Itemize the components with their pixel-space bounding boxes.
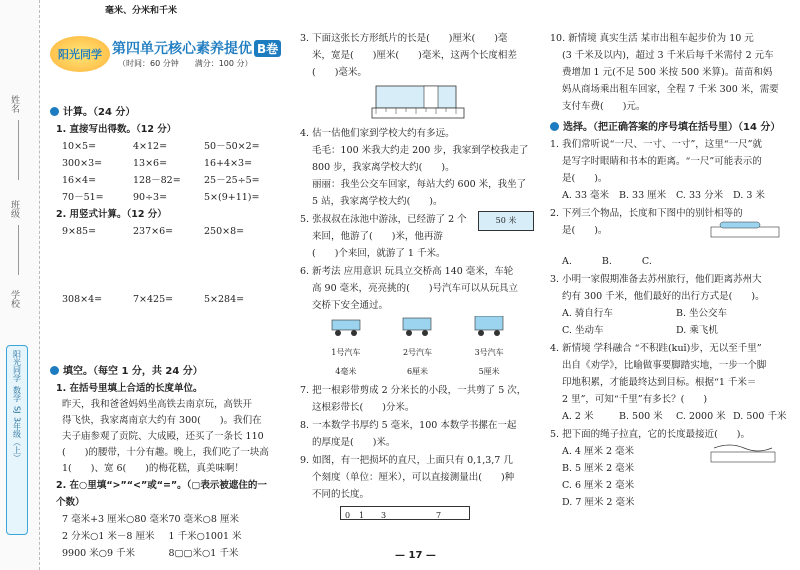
oral-calc-grid	[62, 138, 275, 206]
q8-line: 的厚度是( )米。	[312, 437, 396, 448]
ruler-mark: 0	[345, 511, 351, 520]
q5-line: 5. 张叔叔在泳池中游泳，已经游了 2 个	[300, 214, 467, 225]
question-3	[300, 30, 535, 81]
q4-line: 毛毛：100 米我大约走 200 步，我家到学校我走了	[312, 145, 529, 156]
option: D. 乘飞机	[676, 325, 718, 336]
option: A.	[562, 256, 572, 267]
q4-line: 800 步，我家离学校大约( )。	[312, 162, 455, 173]
c1-line: 是写字时眼睛和书本的距离。“一尺”可能表示的	[562, 156, 762, 167]
c3-line: 约有 300 千米，他们最好的出行方式是( )。	[562, 291, 765, 302]
oral-item: 13×6=	[133, 158, 168, 169]
c4-line: 印地积累，才能最终达到目标。根据“1 千米＝	[562, 377, 757, 388]
class-line	[18, 225, 19, 275]
car-icon	[399, 316, 435, 338]
q6-line: 交桥下安全通过。	[312, 300, 389, 311]
story-line: ( )的腰带，十分有趣。晚上，我们吃了一块高	[62, 447, 269, 458]
oral-calc-title: 1. 直接写出得数。（12 分）	[56, 124, 177, 135]
dim-label: 5厘米	[478, 367, 500, 376]
name-label: 姓名	[9, 95, 19, 113]
c1-line: 是( )。	[562, 173, 608, 184]
class-label: 班级	[9, 200, 19, 218]
question-4	[300, 125, 535, 210]
section-fill-blank	[50, 363, 275, 380]
compare-item: 8▢▢米○1 千米	[168, 548, 239, 559]
pool-label: 50 米	[495, 216, 517, 225]
question-8	[300, 417, 535, 451]
fill-q1: 1. 在括号里填上合适的长度单位。	[56, 383, 203, 394]
q8-line: 8. 一本数学书厚约 5 毫米，100 本数学书摞在一起	[300, 420, 517, 431]
section-fill-blank-title: 填空。（每空 1 分，共 24 分）	[63, 366, 203, 377]
story-line: 1( )、宽 6( )的梅花糕，真美味啊！	[62, 463, 244, 474]
pin-ruler-figure	[710, 221, 780, 239]
volume-badge: B卷	[254, 40, 281, 57]
pool-figure	[478, 211, 534, 231]
option: A. 4 厘米 2 毫米	[562, 446, 635, 457]
compare-item: 9900 米○9 千米	[62, 548, 136, 559]
unit-title-text: 第四单元核心素养提优	[112, 41, 252, 57]
column-middle	[300, 30, 535, 520]
dim-label: 6厘米	[406, 367, 429, 376]
binding-margin	[0, 0, 40, 570]
option: C. 2000 米	[676, 411, 726, 422]
section-dot-icon	[50, 107, 59, 116]
option: A. 骑自行车	[562, 308, 613, 319]
c2-options	[562, 253, 790, 270]
grade-strip-grade: 3年级（上）	[12, 417, 22, 463]
choice-1	[550, 136, 790, 204]
fill-q2: 2. 在○里填“>”“<”或“=”。（▢表示被遮住的一个数）	[56, 480, 267, 508]
ruler-mark: 1	[359, 511, 365, 520]
compare-item: 7 毫米+3 厘米○80 毫米	[62, 514, 169, 525]
option: D. 7 厘米 2 毫米	[562, 497, 635, 508]
paper-ruler-figure	[368, 84, 468, 122]
compare-item: 2 分米○1 米－8 厘米	[62, 531, 155, 542]
c4-options	[562, 408, 790, 425]
oral-item: 90÷3=	[133, 192, 168, 203]
brand-logo: 阳光同学	[50, 36, 110, 72]
section-choice	[550, 119, 790, 136]
column-right	[550, 30, 790, 512]
q9-line: 9. 如图，有一把损坏的直尺，上面只有 0,1,3,7 几	[300, 455, 513, 466]
vertical-item: 308×4=	[62, 294, 103, 305]
car-2	[399, 316, 435, 361]
option: C.	[641, 256, 652, 267]
q6-line: 6. 新考法 应用意识 玩具立交桥高 140 毫米，车轮	[300, 266, 514, 277]
story-line: 得飞快，我家离南京大约有 300( )。我们在	[62, 415, 262, 426]
option: B. 坐公交车	[676, 308, 728, 319]
ruler-mark: 3	[381, 511, 387, 520]
question-7	[300, 382, 535, 416]
c3-line: 3. 小明一家假期准备去苏州旅行，他们距离苏州大	[550, 274, 762, 285]
option: B. 5 厘米 2 毫米	[562, 463, 635, 474]
story-paragraph	[62, 397, 275, 477]
option: A. 2 米	[562, 411, 594, 422]
q3-line: 米，宽是( )厘米( )毫米，这两个长度相差	[312, 50, 517, 61]
c1-options	[562, 187, 790, 204]
compare-item: 70 毫米○8 厘米	[168, 514, 239, 525]
q3-line: ( )毫米。	[312, 67, 367, 78]
oral-item: 70－51=	[62, 192, 104, 203]
c4-line: 2 里”，可知“千里”有多长？( )	[562, 394, 708, 405]
car-3	[471, 316, 507, 361]
oral-item: 300×3=	[62, 158, 103, 169]
vertical-item: 5×284=	[204, 294, 245, 305]
c5-line: 5. 把下面的绳子拉直，它的长度最接近( )。	[550, 429, 750, 440]
q4-line: 4. 估一估他们家到学校大约有多远。	[300, 128, 455, 139]
vertical-calc-title: 2. 用竖式计算。（12 分）	[56, 209, 167, 220]
story-line: 昨天，我和爸爸妈妈坐高铁去南京玩，高铁开	[62, 399, 253, 410]
q4-line: 丽丽：我坐公交车回家，每站大约 600 米，我坐了	[312, 179, 527, 190]
school-label: 学校	[9, 290, 19, 308]
vertical-calc-row-1	[62, 223, 275, 291]
grade-strip	[6, 345, 28, 535]
q5-line: ( )个来回，就游了 1 千米。	[312, 248, 446, 259]
section-choice-title: 选择。（把正确答案的序号填在括号里）（14 分）	[563, 122, 781, 133]
option: D. 3 米	[733, 190, 765, 201]
section-calculation	[50, 104, 275, 121]
story-line: 夫子庙参观了贡院、大成殿，还买了一条长 110	[62, 431, 264, 442]
choice-4	[550, 340, 790, 425]
oral-item: 128－82=	[133, 175, 181, 186]
vertical-item: 250×8=	[204, 226, 245, 237]
q10-line: (3 千米及以内)，超过 3 千米后每千米需付 2 元车	[562, 50, 774, 61]
vertical-item: 9×85=	[62, 226, 97, 237]
unit-title	[112, 38, 281, 58]
choice-5	[550, 426, 790, 511]
car-icon	[328, 316, 364, 338]
section-dot-icon	[50, 366, 59, 375]
q7-line: 7. 把一根彩带剪成 2 分米长的小段，一共剪了 5 次，	[300, 385, 527, 396]
c2-line: 2. 下列三个物品，长度和下图中的别针相等的	[550, 208, 743, 219]
c2-line: 是( )。	[562, 225, 608, 236]
oral-item: 50－50×2=	[204, 141, 260, 152]
car-1	[328, 316, 364, 361]
ribbon-figure	[310, 363, 525, 380]
option: C. 33 分米	[676, 190, 724, 201]
column-left	[50, 100, 275, 562]
q10-line: 妈从商场乘出租车回家，全程 7 千米 300 米，需要	[562, 84, 779, 95]
question-10	[550, 30, 790, 115]
c4-line: 出自《劝学》，比喻做事要脚踏实地，一步一个脚	[562, 360, 767, 371]
q10-line: 支付车费( )元。	[562, 101, 646, 112]
oral-item: 25－25÷5=	[204, 175, 260, 186]
dim-label: 4毫米	[335, 367, 357, 376]
option: A. 33 毫米	[562, 190, 610, 201]
compare-grid	[62, 511, 275, 562]
unit-topic: 毫米、分米和千米	[105, 6, 178, 16]
section-dot-icon	[550, 122, 559, 131]
car-label: 3号汽车	[474, 348, 504, 357]
broken-ruler	[340, 506, 470, 520]
section-calculation-title: 计算。（24 分）	[63, 107, 136, 118]
q10-line: 费增加 1 元(不足 500 米按 500 米算)。苗苗和妈	[562, 67, 773, 78]
option: B. 33 厘米	[619, 190, 667, 201]
oral-item: 10×5=	[62, 141, 97, 152]
q6-line: 高 90 毫米，亮亮挑的( )号汽车可以从玩具立	[312, 283, 519, 294]
choice-2	[550, 205, 790, 270]
car-icon	[471, 316, 507, 338]
name-line	[18, 120, 19, 180]
question-9	[300, 452, 535, 503]
option: B. 500 米	[619, 411, 663, 422]
car-label: 1号汽车	[331, 348, 361, 357]
question-5	[300, 211, 535, 262]
c3-options	[562, 305, 790, 339]
rope-ruler-figure	[710, 442, 776, 464]
vertical-item: 7×425=	[133, 294, 174, 305]
vertical-calc-row-2	[62, 291, 275, 359]
car-label: 2号汽车	[402, 348, 433, 357]
page-number: — 17 —	[395, 550, 436, 561]
c1-line: 1. 我们常听说“一尺、一寸、一寸”，这里“一尺”就	[550, 139, 763, 150]
vertical-item: 237×6=	[133, 226, 174, 237]
q4-line: 5 站，我家离学校大约( )。	[312, 196, 443, 207]
time-score-info: （时间：60 分钟 满分：100 分）	[118, 59, 253, 68]
option: B.	[601, 256, 612, 267]
grade-strip-subject: 数学	[12, 386, 22, 402]
oral-item: 4×12=	[133, 141, 168, 152]
oral-item: 16×4=	[62, 175, 97, 186]
q3-line: 3. 下面这张长方形纸片的长是( )厘米( )毫	[300, 33, 508, 44]
question-6	[300, 263, 535, 314]
q7-line: 这根彩带长( )分米。	[312, 402, 415, 413]
q10-line: 10. 新情境 真实生活 某市出租车起步价为 10 元	[550, 33, 754, 44]
q9-line: 个刻度（单位：厘米），可以直接测量出( )种	[312, 472, 515, 483]
choice-3	[550, 271, 790, 339]
q9-line: 不同的长度。	[312, 489, 370, 500]
oral-item: 5×(9+11)=	[204, 192, 260, 203]
q5-line: 来回，他游了( )米，他再游	[312, 231, 443, 242]
ruler-mark: 7	[436, 511, 442, 520]
option: D. 500 千米	[733, 411, 787, 422]
grade-strip-edition: SJ	[12, 406, 22, 414]
compare-item: 1 千米○1001 米	[168, 531, 242, 542]
c4-line: 4. 新情境 学科融合 “不积跬(kuǐ)步，无以至千里”	[550, 343, 762, 354]
grade-strip-logo: 阳光同学	[12, 350, 22, 382]
option: C. 坐动车	[562, 325, 604, 336]
oral-item: 16+4×3=	[204, 158, 253, 169]
option: C. 6 厘米 2 毫米	[562, 480, 635, 491]
car-options	[310, 316, 525, 361]
